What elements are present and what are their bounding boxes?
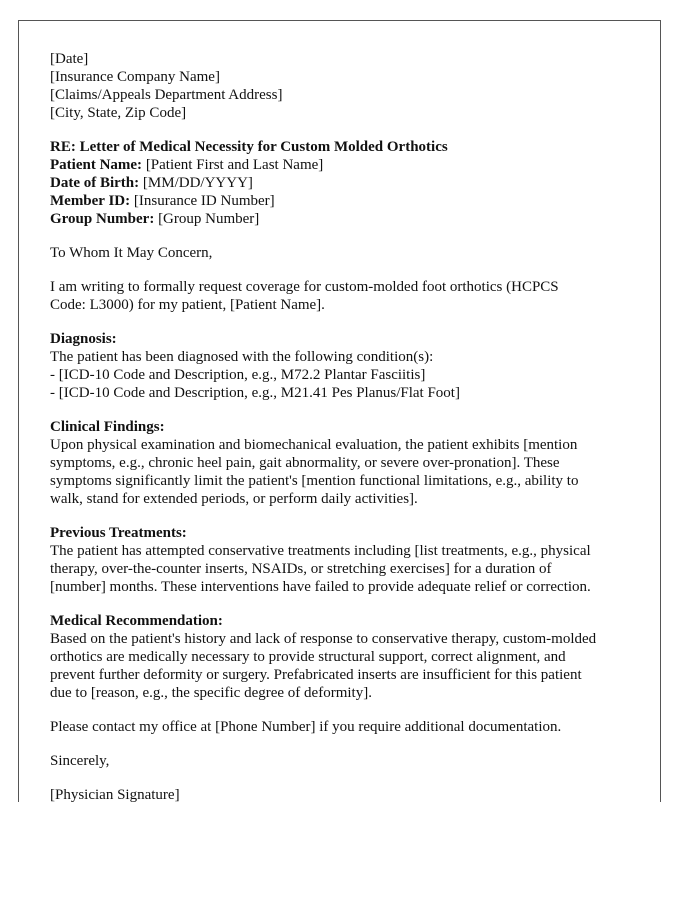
medical-recommendation-line: orthotics are medically necessary to provide structural support, correct alignment, and — [50, 649, 566, 665]
contact-text: Please contact my office at [Phone Number] if you require additional documentation. — [50, 719, 562, 735]
physician-signature: [Physician Signature] — [50, 787, 180, 803]
company-name: [Insurance Company Name] — [50, 69, 220, 85]
clinical-findings-heading: Clinical Findings: — [50, 419, 165, 435]
subject-line: RE: Letter of Medical Necessity for Custom Molded Orthotics — [50, 139, 448, 155]
diagnosis-heading: Diagnosis: — [50, 331, 117, 347]
dob-row — [50, 174, 640, 192]
closing-text: Sincerely, — [50, 753, 110, 769]
previous-treatments-line: The patient has attempted conservative treatments including [list treatments, e.g., physical — [50, 543, 591, 559]
clinical-findings-line: Upon physical examination and biomechanical evaluation, the patient exhibits [mention — [50, 437, 578, 453]
date-line: [Date] — [50, 51, 89, 67]
patient-name-label: Patient Name: — [50, 157, 143, 173]
patient-name-value: [Patient First and Last Name] — [142, 157, 324, 173]
diagnosis-line: The patient has been diagnosed with the following condition(s): — [50, 349, 434, 365]
medical-recommendation-line: Based on the patient's history and lack of response to conservative therapy, custom-molded — [50, 631, 597, 647]
previous-treatments-heading: Previous Treatments: — [50, 525, 187, 541]
intro-line: Code: L3000) for my patient, [Patient Name]. — [50, 297, 325, 313]
letter-body — [50, 50, 640, 820]
intro-paragraph — [50, 278, 640, 314]
medical-recommendation-line: due to [reason, e.g., the specific degree of deformity]. — [50, 685, 372, 701]
city-state-zip: [City, State, Zip Code] — [50, 105, 187, 121]
dob-value: [MM/DD/YYYY] — [139, 175, 253, 191]
previous-treatments-section — [50, 524, 640, 596]
diagnosis-line: - [ICD-10 Code and Description, e.g., M21.41 Pes Planus/Flat Foot] — [50, 385, 460, 401]
clinical-findings-line: walk, stand for extended periods, or perform daily activities]. — [50, 491, 418, 507]
clinical-findings-section — [50, 418, 640, 508]
contact-paragraph — [50, 718, 640, 736]
signature-block — [50, 786, 640, 804]
medical-recommendation-heading: Medical Recommendation: — [50, 613, 223, 629]
group-number-row — [50, 210, 640, 228]
previous-treatments-line: [number] months. These interventions have failed to provide adequate relief or correction. — [50, 579, 591, 595]
salutation — [50, 244, 640, 262]
diagnosis-line: - [ICD-10 Code and Description, e.g., M72.2 Plantar Fasciitis] — [50, 367, 426, 383]
diagnosis-section — [50, 330, 640, 402]
address-block — [50, 50, 640, 122]
letter-page — [18, 20, 661, 802]
closing — [50, 752, 640, 770]
group-number-label: Group Number: — [50, 211, 155, 227]
department-address: [Claims/Appeals Department Address] — [50, 87, 283, 103]
previous-treatments-line: therapy, over-the-counter inserts, NSAIDs, or stretching exercises] for a duration of — [50, 561, 552, 577]
patient-name-row — [50, 156, 640, 174]
medical-recommendation-section — [50, 612, 640, 702]
intro-line: I am writing to formally request coverage for custom-molded foot orthotics (HCPCS — [50, 279, 559, 295]
clinical-findings-line: symptoms significantly limit the patient's [mention functional limitations, e.g., ability to — [50, 473, 579, 489]
member-id-label: Member ID: — [50, 193, 131, 209]
salutation-text: To Whom It May Concern, — [50, 245, 213, 261]
member-id-row — [50, 192, 640, 210]
dob-label: Date of Birth: — [50, 175, 140, 191]
medical-recommendation-line: prevent further deformity or surgery. Prefabricated inserts are insufficient for this patient — [50, 667, 582, 683]
reference-block — [50, 138, 640, 228]
member-id-value: [Insurance ID Number] — [130, 193, 275, 209]
clinical-findings-line: symptoms, e.g., chronic heel pain, gait abnormality, or severe over-pronation]. These — [50, 455, 560, 471]
group-number-value: [Group Number] — [154, 211, 260, 227]
